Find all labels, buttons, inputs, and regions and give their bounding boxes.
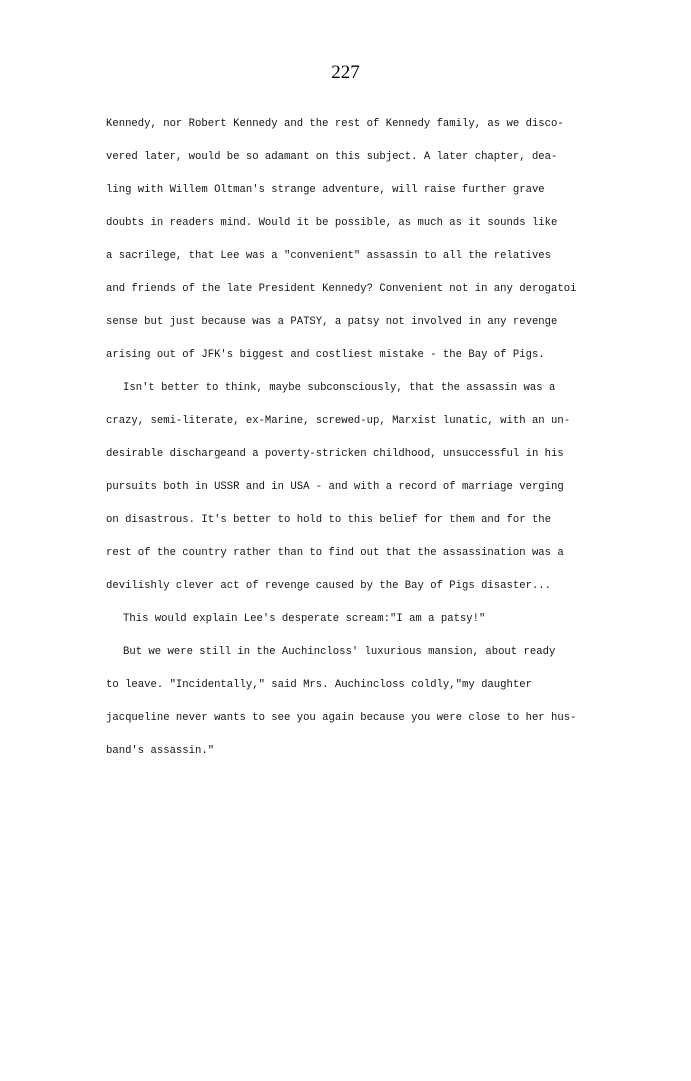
text-line: arising out of JFK's biggest and costliest mistake - the Bay of Pigs.: [106, 349, 545, 361]
text-line: pursuits both in USSR and in USA - and with a record of marriage verging: [106, 481, 564, 493]
text-line: But we were still in the Auchincloss' luxurious mansion, about ready: [123, 646, 556, 658]
text-line: rest of the country rather than to find out that the assassination was a: [106, 547, 564, 559]
text-line: devilishly clever act of revenge caused by the Bay of Pigs disaster...: [106, 580, 552, 592]
text-line: sense but just because was a PATSY, a patsy not involved in any revenge: [106, 316, 558, 328]
text-line: ling with Willem Oltman's strange adventure, will raise further grave: [106, 184, 545, 196]
text-line: crazy, semi-literate, ex-Marine, screwed-up, Marxist lunatic, with an un-: [106, 415, 571, 427]
text-line: a sacrilege, that Lee was a "convenient" assassin to all the relatives: [106, 250, 552, 262]
page-number: 227: [331, 62, 360, 83]
text-line: on disastrous. It's better to hold to this belief for them and for the: [106, 514, 552, 526]
text-line: This would explain Lee's desperate scream:"I am a patsy!": [123, 613, 486, 625]
text-line: Kennedy, nor Robert Kennedy and the rest of Kennedy family, as we disco-: [106, 118, 564, 130]
text-line: vered later, would be so adamant on this subject. A later chapter, dea-: [106, 151, 558, 163]
text-line: jacqueline never wants to see you again because you were close to her hus-: [106, 712, 577, 724]
text-line: Isn't better to think, maybe subconsciously, that the assassin was a: [123, 382, 556, 394]
text-line: band's assassin.": [106, 745, 215, 757]
text-line: desirable dischargeand a poverty-stricken childhood, unsuccessful in his: [106, 448, 564, 460]
text-line: to leave. "Incidentally," said Mrs. Auchincloss coldly,"my daughter: [106, 679, 532, 691]
text-line: and friends of the late President Kennedy? Convenient not in any derogatoi: [106, 283, 577, 295]
text-line: doubts in readers mind. Would it be possible, as much as it sounds like: [106, 217, 558, 229]
